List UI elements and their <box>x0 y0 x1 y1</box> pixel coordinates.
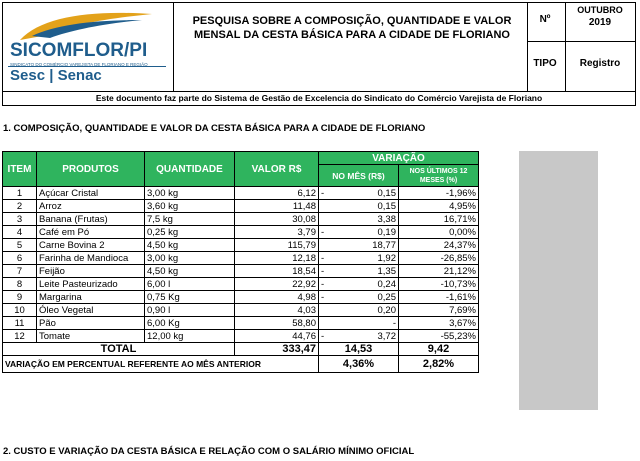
table-row <box>3 291 479 304</box>
row-valor: 12,18 <box>235 252 319 265</box>
row-ultimos: 3,67% <box>399 317 479 330</box>
tipo-value: Registro <box>579 58 621 69</box>
variacao-label: VARIAÇÃO EM PERCENTUAL REFERENTE AO MÊS ANTERIOR <box>3 356 319 373</box>
row-item: 4 <box>3 226 37 239</box>
row-sign: - <box>321 330 325 342</box>
row-quantidade: 6,00 Kg <box>145 317 235 330</box>
row-mes-value: 1,35 <box>377 265 396 277</box>
row-quantidade: 12,00 kg <box>145 330 235 343</box>
row-item: 11 <box>3 317 37 330</box>
row-ultimos: -55,23% <box>399 330 479 343</box>
row-ultimos: 16,71% <box>399 213 479 226</box>
row-sign: - <box>321 226 325 238</box>
row-quantidade: 0,90 l <box>145 304 235 317</box>
row-no-mes <box>319 278 399 291</box>
row-quantidade: 0,75 Kg <box>145 291 235 304</box>
row-valor: 58,80 <box>235 317 319 330</box>
row-produto: Farinha de Mandioca <box>37 252 145 265</box>
row-no-mes <box>319 239 399 252</box>
row-item: 1 <box>3 187 37 200</box>
row-valor: 22,92 <box>235 278 319 291</box>
row-mes-value: 0,24 <box>377 278 396 290</box>
table-row <box>3 213 479 226</box>
row-sign: - <box>321 187 325 199</box>
col-no-mes: NO MÊS (R$) <box>319 165 399 187</box>
row-quantidade: 3,00 kg <box>145 187 235 200</box>
row-valor: 4,03 <box>235 304 319 317</box>
row-item: 7 <box>3 265 37 278</box>
row-ultimos: -1,96% <box>399 187 479 200</box>
cesta-basica-table <box>2 151 479 373</box>
total-valor: 333,47 <box>235 343 319 356</box>
col-item: ITEM <box>3 152 37 187</box>
row-valor: 11,48 <box>235 200 319 213</box>
row-sign: - <box>321 265 325 277</box>
col-produtos: PRODUTOS <box>37 152 145 187</box>
row-no-mes <box>319 265 399 278</box>
row-sign: - <box>321 252 325 264</box>
table-row <box>3 317 479 330</box>
row-produto: Arroz <box>37 200 145 213</box>
row-produto: Margarina <box>37 291 145 304</box>
row-mes-value: - <box>392 317 396 329</box>
row-item: 3 <box>3 213 37 226</box>
row-mes-value: 18,77 <box>372 239 396 251</box>
row-produto: Açúcar Cristal <box>37 187 145 200</box>
row-produto: Óleo Vegetal <box>37 304 145 317</box>
row-ultimos: -10,73% <box>399 278 479 291</box>
row-quantidade: 3,60 kg <box>145 200 235 213</box>
row-quantidade: 7,5 kg <box>145 213 235 226</box>
row-valor: 115,79 <box>235 239 319 252</box>
row-no-mes <box>319 213 399 226</box>
col-valor: VALOR R$ <box>235 152 319 187</box>
table-row <box>3 187 479 200</box>
row-item: 10 <box>3 304 37 317</box>
row-produto: Tomate <box>37 330 145 343</box>
table-row <box>3 265 479 278</box>
row-mes-value: 0,25 <box>377 291 396 303</box>
row-ultimos: 4,95% <box>399 200 479 213</box>
row-ultimos: -26,85% <box>399 252 479 265</box>
row-ultimos: 24,37% <box>399 239 479 252</box>
table-row <box>3 239 479 252</box>
row-valor: 30,08 <box>235 213 319 226</box>
row-item: 5 <box>3 239 37 252</box>
row-item: 9 <box>3 291 37 304</box>
section-2-heading: 2. CUSTO E VARIAÇÃO DA CESTA BÁSICA E RELAÇÃO COM O SALÁRIO MÍNIMO OFICIAL <box>3 446 415 457</box>
month-value: OUTUBRO <box>577 5 623 15</box>
row-no-mes <box>319 226 399 239</box>
row-mes-value: 0,20 <box>377 304 396 316</box>
tipo-label: TIPO <box>533 58 557 69</box>
row-valor: 6,12 <box>235 187 319 200</box>
row-ultimos: 7,69% <box>399 304 479 317</box>
row-item: 6 <box>3 252 37 265</box>
grey-side-panel <box>519 151 598 410</box>
table-row <box>3 304 479 317</box>
col-quantidade: QUANTIDADE <box>145 152 235 187</box>
row-sign: - <box>321 278 325 290</box>
row-mes-value: 3,38 <box>377 213 396 225</box>
number-label: Nº <box>539 14 551 25</box>
row-valor: 4,98 <box>235 291 319 304</box>
row-quantidade: 6,00 l <box>145 278 235 291</box>
row-valor: 3,79 <box>235 226 319 239</box>
row-mes-value: 0,19 <box>377 226 396 238</box>
row-no-mes <box>319 252 399 265</box>
table-row <box>3 330 479 343</box>
total-mes: 14,53 <box>319 343 399 356</box>
variacao-ultimos: 2,82% <box>399 356 479 373</box>
total-ultimos: 9,42 <box>399 343 479 356</box>
partner-logos: Sesc | Senac <box>10 67 102 84</box>
document-note: Este documento faz parte do Sistema de Gestão de Excelencia do Sindicato do Comércio Varejista de Floriano <box>2 92 636 106</box>
col-variacao: VARIAÇÃO <box>319 152 479 165</box>
row-no-mes <box>319 200 399 213</box>
row-mes-value: 0,15 <box>377 200 396 212</box>
row-item: 8 <box>3 278 37 291</box>
row-sign: - <box>321 291 325 303</box>
row-produto: Pão <box>37 317 145 330</box>
row-ultimos: 21,12% <box>399 265 479 278</box>
table-row <box>3 200 479 213</box>
row-item: 2 <box>3 200 37 213</box>
variacao-mes: 4,36% <box>319 356 399 373</box>
row-produto: Banana (Frutas) <box>37 213 145 226</box>
row-no-mes <box>319 187 399 200</box>
total-label: TOTAL <box>3 343 235 356</box>
row-quantidade: 3,00 kg <box>145 252 235 265</box>
col-ultimos-12-meses: NOS ÚLTIMOS 12 MESES (%) <box>399 165 479 187</box>
row-no-mes <box>319 291 399 304</box>
table-row <box>3 278 479 291</box>
row-quantidade: 4,50 kg <box>145 265 235 278</box>
table-row <box>3 252 479 265</box>
row-produto: Carne Bovina 2 <box>37 239 145 252</box>
row-no-mes <box>319 304 399 317</box>
row-ultimos: 0,00% <box>399 226 479 239</box>
row-mes-value: 1,92 <box>377 252 396 264</box>
row-valor: 44,76 <box>235 330 319 343</box>
year-value: 2019 <box>588 17 612 28</box>
org-subtitle: SINDICATO DO COMÉRCIO VAREJISTA DE FLORIANO E REGIÃO <box>10 62 148 67</box>
row-mes-value: 3,72 <box>377 330 396 342</box>
row-quantidade: 4,50 kg <box>145 239 235 252</box>
row-item: 12 <box>3 330 37 343</box>
row-no-mes <box>319 330 399 343</box>
row-no-mes <box>319 317 399 330</box>
row-produto: Feijão <box>37 265 145 278</box>
org-name: SICOMFLOR/PI <box>10 40 148 61</box>
row-ultimos: -1,61% <box>399 291 479 304</box>
row-mes-value: 0,15 <box>377 187 396 199</box>
section-1-heading: 1. COMPOSIÇÃO, QUANTIDADE E VALOR DA CESTA BÁSICA PARA A CIDADE DE FLORIANO <box>3 123 426 134</box>
row-quantidade: 0,25 kg <box>145 226 235 239</box>
page-title: PESQUISA SOBRE A COMPOSIÇÃO, QUANTIDADE E VALOR MENSAL DA CESTA BÁSICA PARA A CIDADE DE FLORIANO <box>192 15 512 41</box>
row-produto: Leite Pasteurizado <box>37 278 145 291</box>
table-row <box>3 226 479 239</box>
row-valor: 18,54 <box>235 265 319 278</box>
row-produto: Café em Pó <box>37 226 145 239</box>
